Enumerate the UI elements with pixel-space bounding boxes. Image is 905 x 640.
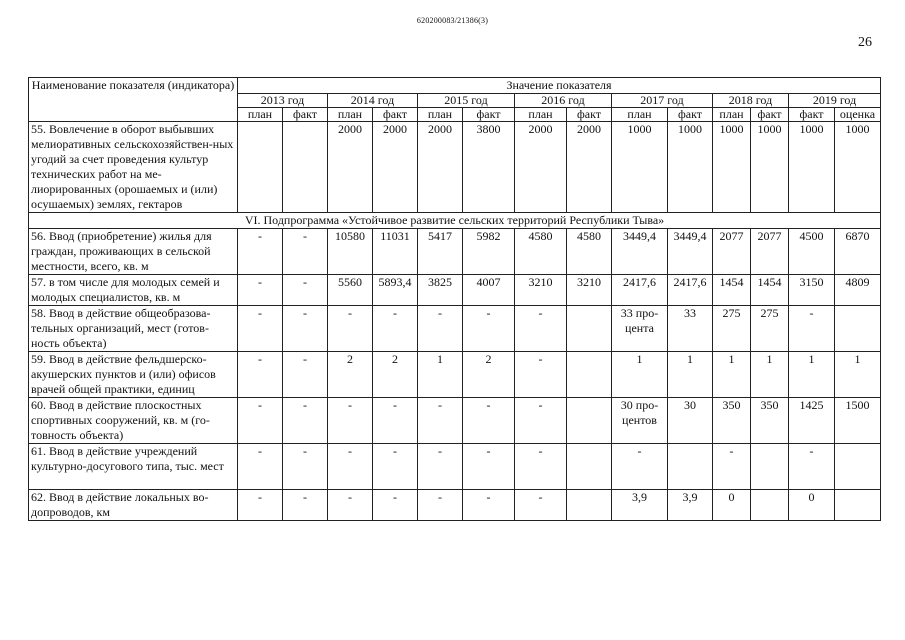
table-cell: - <box>283 229 328 275</box>
table-cell: 3210 <box>515 275 567 306</box>
subcolumn-header: факт <box>751 108 789 122</box>
table-cell: - <box>463 306 515 352</box>
table-cell: 3,9 <box>612 490 668 521</box>
subcolumn-header: план <box>713 108 751 122</box>
table-cell: - <box>328 444 373 490</box>
table-cell: 4580 <box>515 229 567 275</box>
table-cell: 2077 <box>751 229 789 275</box>
table-cell: - <box>515 444 567 490</box>
table-cell <box>567 444 612 490</box>
page-number: 26 <box>858 35 872 50</box>
table-cell <box>238 122 283 213</box>
table-cell: 3,9 <box>668 490 713 521</box>
table-cell: - <box>418 398 463 444</box>
table-row <box>29 352 881 398</box>
subcolumn-header: план <box>418 108 463 122</box>
indicator-name: 58. Ввод в действие общеобразова-тельных организаций, мест (готов-ность объекта) <box>29 306 238 352</box>
table-cell <box>567 352 612 398</box>
table-cell: - <box>328 490 373 521</box>
section-row <box>29 213 881 229</box>
table-cell: - <box>328 306 373 352</box>
table-cell: - <box>283 444 328 490</box>
table-cell: - <box>373 306 418 352</box>
table-cell: - <box>713 444 751 490</box>
table-cell: 2 <box>328 352 373 398</box>
table-cell: 5893,4 <box>373 275 418 306</box>
table-cell: - <box>238 444 283 490</box>
year-header: 2019 год <box>789 94 881 108</box>
table-cell: - <box>789 306 835 352</box>
table-cell: - <box>463 444 515 490</box>
table-cell: 2000 <box>515 122 567 213</box>
table-cell: 3210 <box>567 275 612 306</box>
year-header: 2015 год <box>418 94 515 108</box>
table-cell: 1000 <box>835 122 881 213</box>
table-cell: 1 <box>789 352 835 398</box>
table-cell: 10580 <box>328 229 373 275</box>
year-header: 2018 год <box>713 94 789 108</box>
table-cell: 3825 <box>418 275 463 306</box>
indicator-name: 59. Ввод в действие фельдшерско-акушерских пунктов и (или) офисов врачей общей практики, единиц <box>29 352 238 398</box>
table-cell: 1454 <box>751 275 789 306</box>
subcolumn-header: оценка <box>835 108 881 122</box>
table-cell: 0 <box>789 490 835 521</box>
table-cell: - <box>283 490 328 521</box>
table-cell: - <box>418 444 463 490</box>
table-cell: 1 <box>668 352 713 398</box>
table-row <box>29 398 881 444</box>
year-header: 2013 год <box>238 94 328 108</box>
indicators-table <box>28 77 881 521</box>
table-cell: 1 <box>835 352 881 398</box>
table-cell: 1000 <box>751 122 789 213</box>
name-column-header: Наименование показателя (индикатора) <box>29 78 238 122</box>
table-cell: 5982 <box>463 229 515 275</box>
indicator-name: 61. Ввод в действие учреждений культурно-досугового типа, тыс. мест <box>29 444 238 490</box>
table-cell <box>751 444 789 490</box>
table-cell <box>567 398 612 444</box>
table-row <box>29 122 881 213</box>
subcolumn-header: факт <box>283 108 328 122</box>
table-cell: - <box>283 306 328 352</box>
table-cell: 2000 <box>328 122 373 213</box>
table-cell: 1425 <box>789 398 835 444</box>
table-cell: - <box>238 352 283 398</box>
table-cell <box>283 122 328 213</box>
table-cell: 2417,6 <box>668 275 713 306</box>
table-cell: - <box>515 490 567 521</box>
table-cell: 1 <box>418 352 463 398</box>
table-cell <box>835 444 881 490</box>
subcolumn-header: факт <box>789 108 835 122</box>
table-cell: 2000 <box>567 122 612 213</box>
table-cell: 1000 <box>713 122 751 213</box>
table-cell: 1 <box>612 352 668 398</box>
subcolumn-header: план <box>238 108 283 122</box>
table-cell: 0 <box>713 490 751 521</box>
table-cell: 1500 <box>835 398 881 444</box>
table-cell: - <box>238 398 283 444</box>
table-cell: 5560 <box>328 275 373 306</box>
table-cell <box>751 490 789 521</box>
table-cell: - <box>418 306 463 352</box>
year-header: 2017 год <box>612 94 713 108</box>
table-cell: 1000 <box>612 122 668 213</box>
value-column-header: Значение показателя <box>238 78 881 94</box>
indicator-name: 60. Ввод в действие плоскостных спортивных сооружений, кв. м (го-товность объекта) <box>29 398 238 444</box>
table-cell: - <box>373 490 418 521</box>
table-cell: - <box>283 275 328 306</box>
indicator-name: 62. Ввод в действие локальных во-допроводов, км <box>29 490 238 521</box>
document-id: 620200083/21386(3) <box>416 16 489 25</box>
table-cell <box>835 490 881 521</box>
table-cell: 3449,4 <box>668 229 713 275</box>
table-cell: - <box>418 490 463 521</box>
table-cell: 1454 <box>713 275 751 306</box>
table-cell: 1 <box>713 352 751 398</box>
indicator-name: 57. в том числе для молодых семей и молодых специалистов, кв. м <box>29 275 238 306</box>
table-cell: - <box>612 444 668 490</box>
table-cell: 2000 <box>418 122 463 213</box>
year-header: 2014 год <box>328 94 418 108</box>
table-cell: - <box>238 490 283 521</box>
subcolumn-header: факт <box>463 108 515 122</box>
table-cell <box>567 306 612 352</box>
table-row <box>29 490 881 521</box>
subcolumn-header: план <box>515 108 567 122</box>
table-cell: - <box>283 398 328 444</box>
table-cell: 1000 <box>789 122 835 213</box>
table-cell: 33 про-цента <box>612 306 668 352</box>
table-cell: 2 <box>463 352 515 398</box>
table-cell: 3800 <box>463 122 515 213</box>
section-title: VI. Подпрограмма «Устойчивое развитие сельских территорий Республики Тыва» <box>29 213 881 229</box>
subcolumn-header: факт <box>567 108 612 122</box>
table-cell: 11031 <box>373 229 418 275</box>
table-row <box>29 306 881 352</box>
table-row <box>29 229 881 275</box>
table-cell: 4809 <box>835 275 881 306</box>
table-row <box>29 275 881 306</box>
table-cell: - <box>515 306 567 352</box>
table-cell: - <box>238 229 283 275</box>
indicator-name: 56. Ввод (приобретение) жилья для граждан, проживающих в сельской местности, всего, кв. м <box>29 229 238 275</box>
table-cell: - <box>238 306 283 352</box>
table-cell: - <box>328 398 373 444</box>
table-cell: 2077 <box>713 229 751 275</box>
table-cell: 350 <box>751 398 789 444</box>
table-cell: - <box>283 352 328 398</box>
table-cell: - <box>463 490 515 521</box>
table-cell: 30 <box>668 398 713 444</box>
indicator-name: 55. Вовлечение в оборот выбывших мелиоративных сельскохозяйствен-ных угодий за счет проведения культур технических работ на ме-лиорированных (орошаемых и (или) осушаемых) землях, гектаров <box>29 122 238 213</box>
table-cell: 4500 <box>789 229 835 275</box>
subcolumn-header: факт <box>668 108 713 122</box>
table-cell: 275 <box>751 306 789 352</box>
table-cell <box>835 306 881 352</box>
table-cell: 3150 <box>789 275 835 306</box>
table-cell: 4007 <box>463 275 515 306</box>
table-cell: 3449,4 <box>612 229 668 275</box>
table-cell: - <box>463 398 515 444</box>
table-cell: 2 <box>373 352 418 398</box>
table-cell: 350 <box>713 398 751 444</box>
table-cell <box>567 490 612 521</box>
table-cell: - <box>373 398 418 444</box>
table-cell: 2417,6 <box>612 275 668 306</box>
table-cell: 1 <box>751 352 789 398</box>
table-cell: 275 <box>713 306 751 352</box>
subcolumn-header: факт <box>373 108 418 122</box>
table-cell: 5417 <box>418 229 463 275</box>
table-cell: 33 <box>668 306 713 352</box>
table-cell: - <box>515 352 567 398</box>
year-header: 2016 год <box>515 94 612 108</box>
subcolumn-header: план <box>328 108 373 122</box>
table-cell: 30 про-центов <box>612 398 668 444</box>
table-cell: 2000 <box>373 122 418 213</box>
subcolumn-header: план <box>612 108 668 122</box>
table-cell: - <box>789 444 835 490</box>
table-cell <box>668 444 713 490</box>
table-cell: - <box>373 444 418 490</box>
table-cell: 6870 <box>835 229 881 275</box>
header-row-1 <box>29 78 881 94</box>
table-row <box>29 444 881 490</box>
table-cell: 4580 <box>567 229 612 275</box>
table-cell: - <box>238 275 283 306</box>
table-cell: - <box>515 398 567 444</box>
table-cell: 1000 <box>668 122 713 213</box>
